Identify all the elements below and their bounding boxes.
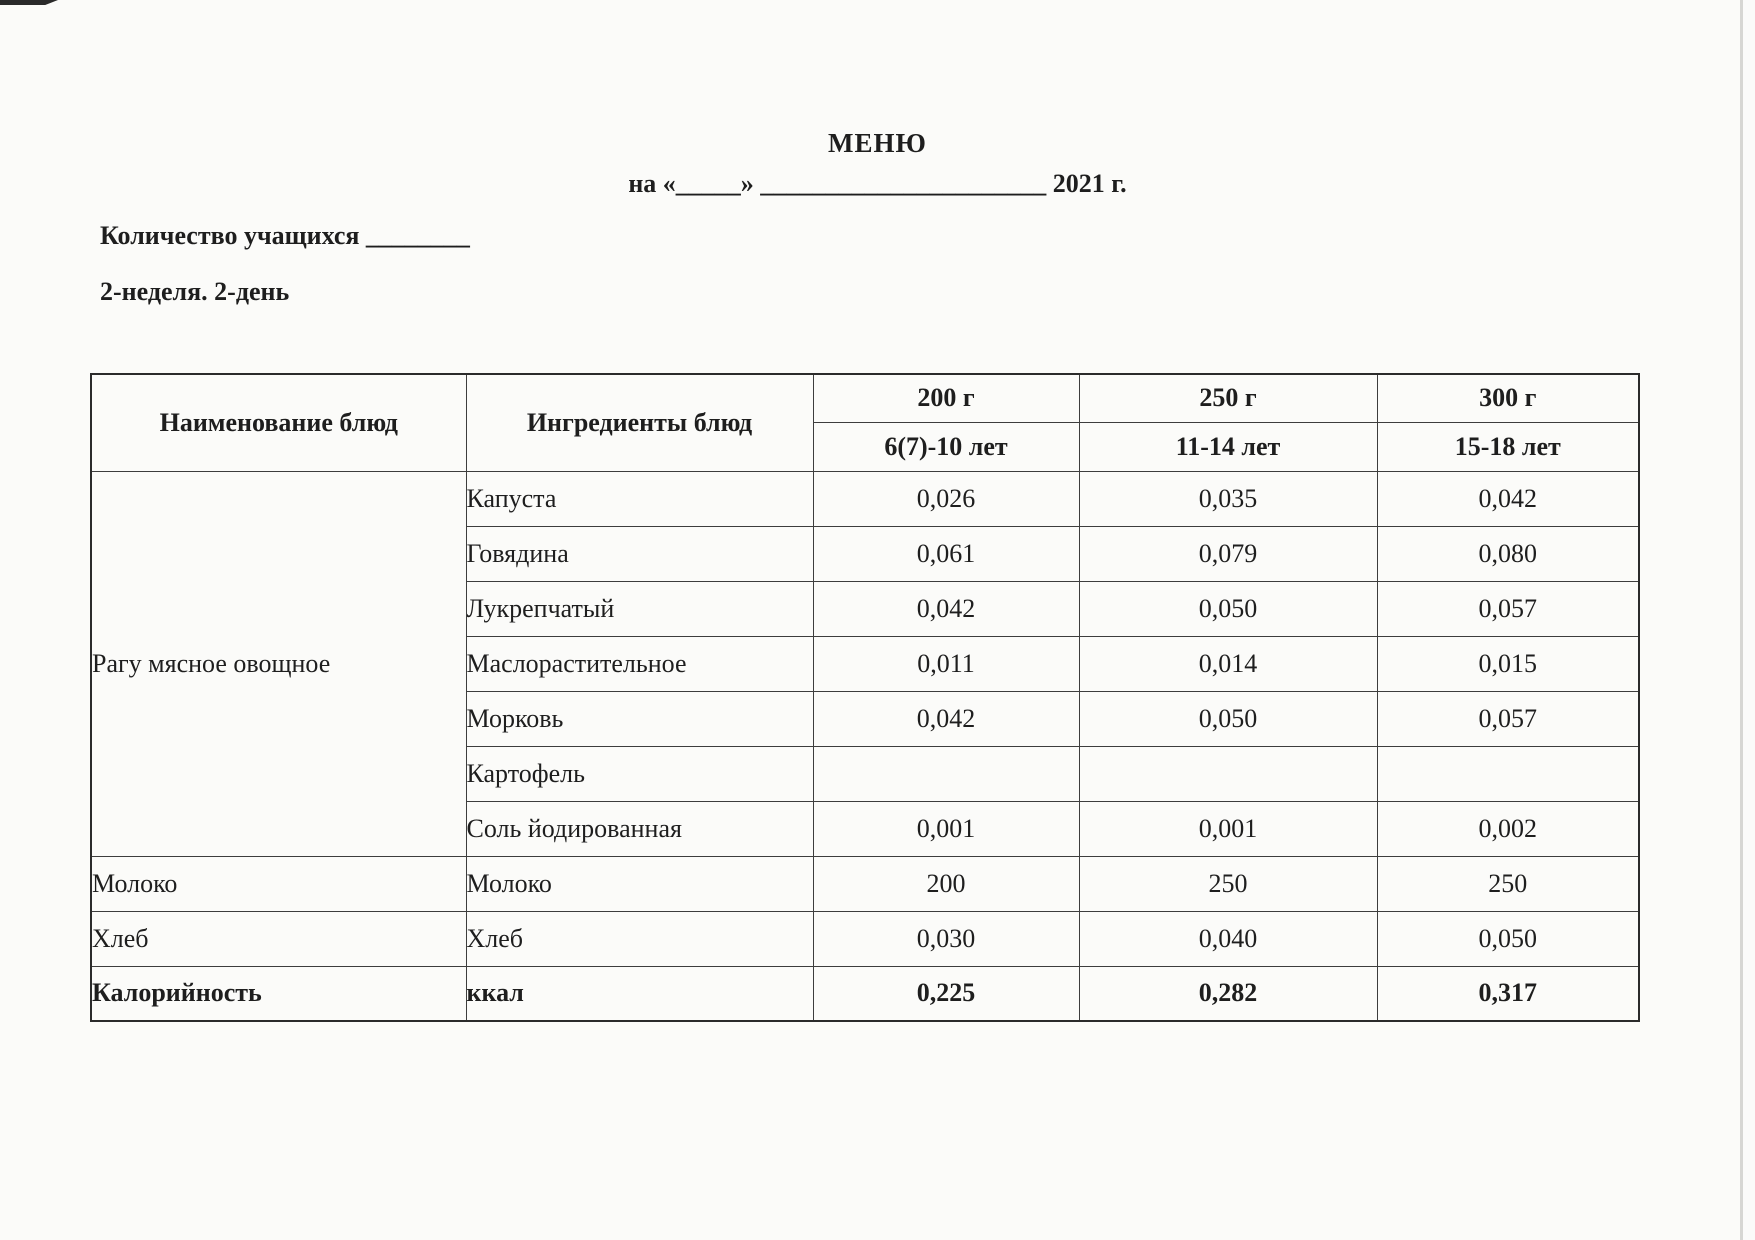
value-cell: 0,015 [1377, 636, 1639, 691]
value-cell: 250 [1079, 856, 1377, 911]
header-portion-300: 300 г [1377, 374, 1639, 422]
value-cell: 0,002 [1377, 801, 1639, 856]
students-count-line: Количество учащихся ________ [100, 221, 470, 250]
value-cell: 0,079 [1079, 526, 1377, 581]
dish-name-cell: Хлеб [91, 911, 466, 966]
value-cell: 0,317 [1377, 966, 1639, 1021]
ingredient-cell: Картофель [466, 746, 813, 801]
value-cell: 0,282 [1079, 966, 1377, 1021]
value-cell: 0,026 [813, 471, 1079, 526]
table-row [91, 911, 1639, 966]
ingredient-cell: Капуста [466, 471, 813, 526]
header-age-11-14: 11-14 лет [1079, 422, 1377, 471]
ingredient-cell: Молоко [466, 856, 813, 911]
value-cell [1377, 746, 1639, 801]
menu-table [90, 373, 1640, 1022]
value-cell: 0,050 [1377, 911, 1639, 966]
ingredient-cell: Маслорастительное [466, 636, 813, 691]
ingredient-cell: Морковь [466, 691, 813, 746]
value-cell: 0,042 [813, 581, 1079, 636]
dish-name-cell: Молоко [91, 856, 466, 911]
dish-name-cell: Калорийность [91, 966, 466, 1021]
value-cell: 0,061 [813, 526, 1079, 581]
value-cell: 0,014 [1079, 636, 1377, 691]
header-portion-250: 250 г [1079, 374, 1377, 422]
value-cell: 0,011 [813, 636, 1079, 691]
table-header-row-portions [91, 374, 1639, 422]
value-cell: 0,050 [1079, 581, 1377, 636]
scan-artifact-corner [0, 0, 58, 5]
value-cell: 0,030 [813, 911, 1079, 966]
header-age-6-10: 6(7)-10 лет [813, 422, 1079, 471]
value-cell: 0,225 [813, 966, 1079, 1021]
value-cell: 0,001 [1079, 801, 1377, 856]
value-cell: 0,050 [1079, 691, 1377, 746]
calories-total-row [91, 966, 1639, 1021]
value-cell: 250 [1377, 856, 1639, 911]
header-portion-200: 200 г [813, 374, 1079, 422]
value-cell: 0,035 [1079, 471, 1377, 526]
table-row [91, 856, 1639, 911]
value-cell: 200 [813, 856, 1079, 911]
ingredient-cell: Хлеб [466, 911, 813, 966]
ingredient-cell: Соль йодированная [466, 801, 813, 856]
header-ingredients: Ингредиенты блюд [466, 374, 813, 471]
value-cell [1079, 746, 1377, 801]
value-cell: 0,040 [1079, 911, 1377, 966]
value-cell [813, 746, 1079, 801]
ingredient-cell: Говядина [466, 526, 813, 581]
header-dish-name: Наименование блюд [91, 374, 466, 471]
table-row [91, 471, 1639, 526]
value-cell: 0,042 [1377, 471, 1639, 526]
ingredient-cell: ккал [466, 966, 813, 1021]
value-cell: 0,057 [1377, 691, 1639, 746]
value-cell: 0,001 [813, 801, 1079, 856]
value-cell: 0,080 [1377, 526, 1639, 581]
header-age-15-18: 15-18 лет [1377, 422, 1639, 471]
ingredient-cell: Лукрепчатый [466, 581, 813, 636]
value-cell: 0,042 [813, 691, 1079, 746]
week-day-line: 2-неделя. 2-день [100, 277, 290, 306]
dish-name-cell: Рагу мясное овощное [91, 471, 466, 856]
value-cell: 0,057 [1377, 581, 1639, 636]
page-title: МЕНЮ [828, 128, 927, 158]
date-line: на «_____» ______________________ 2021 г. [628, 169, 1127, 198]
